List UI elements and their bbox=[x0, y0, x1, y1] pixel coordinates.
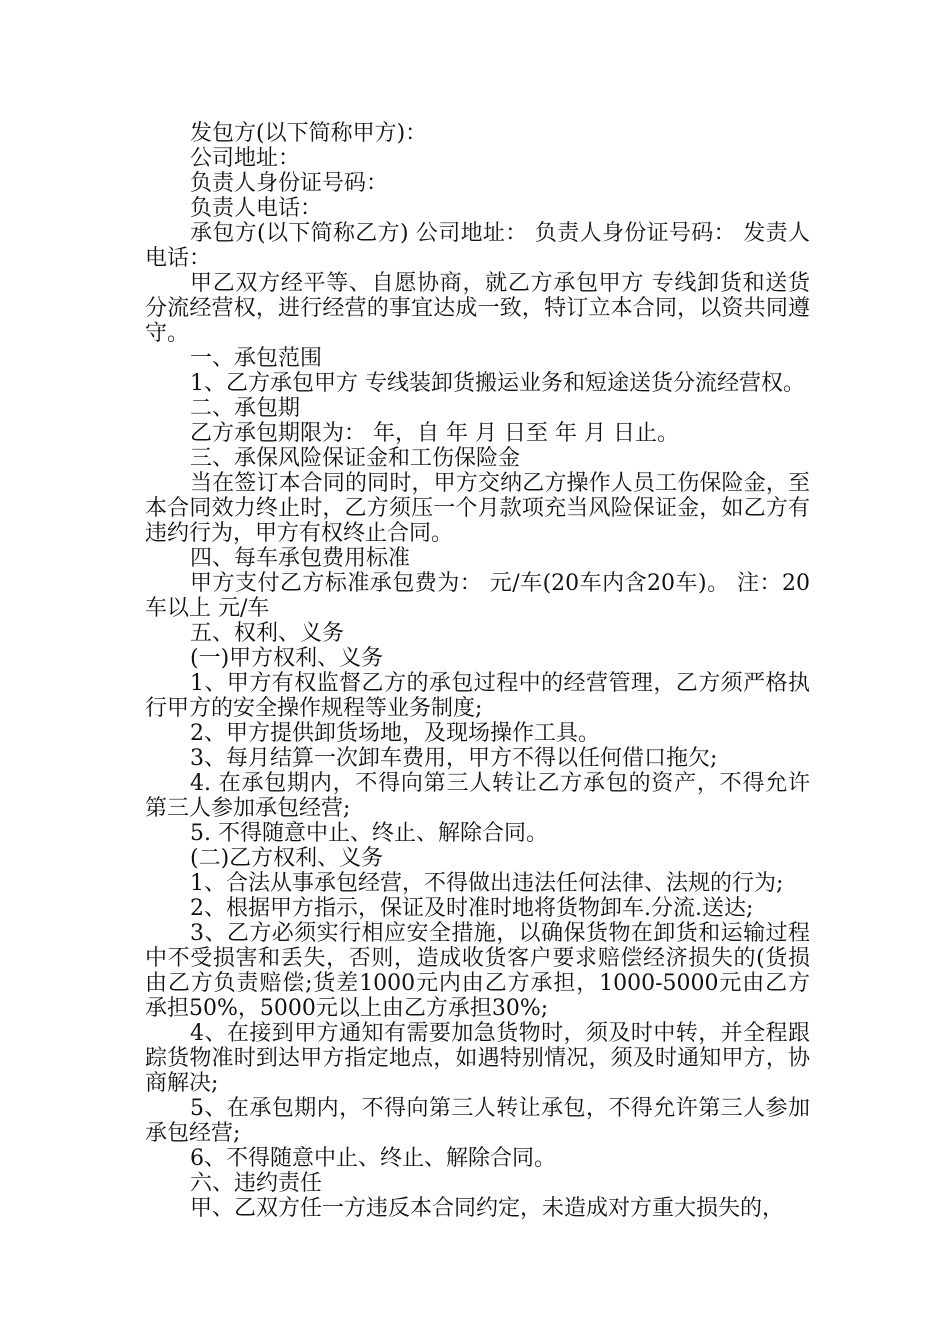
preamble: 甲乙双方经平等、自愿协商，就乙方承包甲方 专线卸货和送货分流经营权，进行经营的事宜达成一致，特订立本合同，以资共同遵守。 bbox=[145, 271, 810, 346]
clause: 2、根据甲方指示，保证及时准时地将货物卸车.分流.送达; bbox=[190, 896, 754, 921]
section-heading: 四、每车承包费用标准 bbox=[190, 546, 411, 571]
party-a-address: 公司地址： bbox=[190, 146, 301, 171]
document-body bbox=[145, 121, 810, 1221]
clause: 3、乙方必须实行相应安全措施，以确保货物在卸货和运输过程中不受损害和丢失，否则，造成收货客户要求赔偿经济损失的(货损由乙方负责赔偿;货差1000元内由乙方承担，1000-5000元由乙方承担50%，5000元以上由乙方承担30%; bbox=[145, 921, 810, 1021]
clause: 乙方承包期限为： 年，自 年 月 日至 年 月 日止。 bbox=[190, 421, 679, 446]
subsection-heading: (二)乙方权利、义务 bbox=[190, 846, 384, 871]
party-a-heading: 发包方(以下简称甲方)： bbox=[190, 121, 428, 146]
party-a-phone: 负责人电话： bbox=[190, 196, 323, 221]
section-heading: 五、权利、义务 bbox=[190, 621, 345, 646]
clause: 1、乙方承包甲方 专线装卸货搬运业务和短途送货分流经营权。 bbox=[190, 371, 805, 396]
clause: 甲方支付乙方标准承包费为： 元/车(20车内含20车)。 注：20车以上 元/车 bbox=[145, 571, 810, 621]
party-a-id-number: 负责人身份证号码： bbox=[190, 171, 389, 196]
section-heading: 二、承包期 bbox=[190, 396, 301, 421]
clause: 甲、乙双方任一方违反本合同约定，未造成对方重大损失的， bbox=[190, 1196, 785, 1221]
clause: 当在签订本合同的同时，甲方交纳乙方操作人员工伤保险金，至本合同效力终止时，乙方须压一个月款项充当风险保证金，如乙方有违约行为，甲方有权终止合同。 bbox=[145, 471, 810, 546]
clause: 5. 不得随意中止、终止、解除合同。 bbox=[190, 821, 548, 846]
section-heading: 三、承保风险保证金和工伤保险金 bbox=[190, 446, 521, 471]
section-heading: 一、承包范围 bbox=[190, 346, 323, 371]
clause: 3、每月结算一次卸车费用，甲方不得以任何借口拖欠; bbox=[190, 746, 718, 771]
clause: 4、在接到甲方通知有需要加急货物时，须及时中转，并全程跟踪货物准时到达甲方指定地点，如遇特别情况，须及时通知甲方，协商解决; bbox=[145, 1021, 810, 1096]
section-heading: 六、违约责任 bbox=[190, 1171, 323, 1196]
subsection-heading: (一)甲方权利、义务 bbox=[190, 646, 384, 671]
clause: 5、在承包期内，不得向第三人转让承包，不得允许第三人参加承包经营; bbox=[145, 1096, 810, 1146]
clause: 1、合法从事承包经营，不得做出违法任何法律、法规的行为; bbox=[190, 871, 784, 896]
clause: 6、不得随意中止、终止、解除合同。 bbox=[190, 1146, 556, 1171]
clause: 2、甲方提供卸货场地，及现场操作工具。 bbox=[190, 721, 600, 746]
clause: 4. 在承包期内，不得向第三人转让乙方承包的资产，不得允许第三人参加承包经营; bbox=[145, 771, 810, 821]
clause: 1、甲方有权监督乙方的承包过程中的经营管理，乙方须严格执行甲方的安全操作规程等业务制度; bbox=[145, 671, 810, 721]
party-b-info: 承包方(以下简称乙方) 公司地址： 负责人身份证号码： 发责人电话： bbox=[145, 221, 810, 271]
